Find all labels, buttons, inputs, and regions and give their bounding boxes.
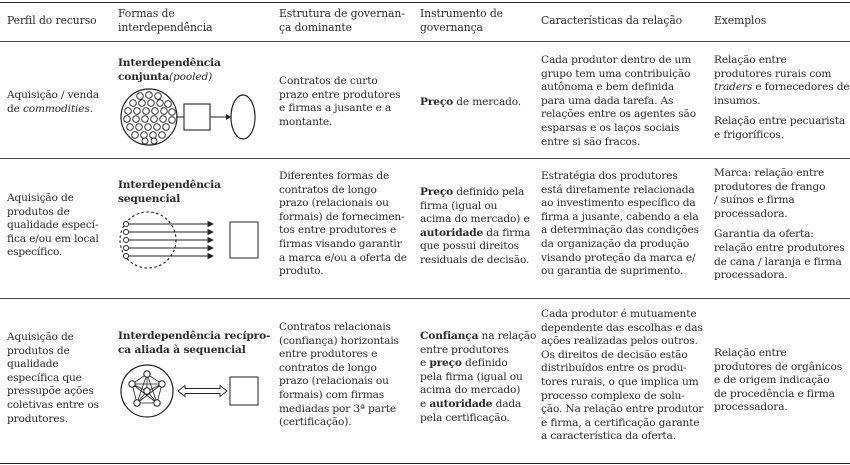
header-estrutura: Estrutura de governan- ça dominante <box>279 7 405 34</box>
row2-caracteristicas: Estratégia dos produtores está diretamente relacionada ao investimento específico da firma a jusante, cabendo a ela a determinação das condições da organização da produção visando proteção da marca e/ ou garantia de suprimento. <box>541 170 699 278</box>
header-perfil: Perfil do recurso <box>7 14 97 27</box>
header-bottom-rule <box>0 41 850 42</box>
row1-instrumento: Preço de mercado. <box>420 96 522 108</box>
sequential-diagram <box>118 210 260 270</box>
row3-instrumento: Confiança na relação entre produtores e preço definido pela firma (igual ou acima do mercado) e autoridade dada pela certificação. <box>420 330 537 424</box>
header-formas: Formas de interdependência <box>118 7 213 34</box>
header-caracteristicas: Características da relação <box>541 14 683 27</box>
row3-perfil: Aquisição de produtos de qualidade específica que pressupõe ações coletivas entre os produtores. <box>7 331 99 425</box>
pooled-diagram <box>118 86 258 148</box>
row2-exemplos: Marca: relação entre produtores de frango / suínos e firma processadora. Garantia da oferta: relação entre produtores de cana / laranja e firma processadora. <box>714 167 845 282</box>
row1-estrutura: Contratos de curto prazo entre produtores e firmas a jusante e a montante. <box>279 75 401 128</box>
row3-caracteristicas: Cada produtor é mutuamente dependente das escolhas e das ações realizadas pelos outros. Os direitos de decisão estão distribuídos entre os produ- tores rurais, o que implica um processo complexo de solu- ção. Na relação entre produtor e firma, a certificação garante a característica da oferta. <box>541 308 704 443</box>
header-instrumento: Instrumento de governança <box>420 7 503 34</box>
row-divider-2 <box>0 298 850 299</box>
row1-exemplos: Relação entre produtores rurais com traders e fornecedores de insumos. Relação entre pecuarista e frigoríficos. <box>714 54 850 141</box>
reciprocal-sequential-diagram <box>118 362 260 420</box>
row3-estrutura: Contratos relacionais (confiança) horizontais entre produtores e contratos de longo prazo (relacionais ou formais) com firmas mediadas por 3ª parte (certificação). <box>279 321 399 429</box>
row3-forma-title: Interdependência recípro- ca aliada à sequencial <box>118 330 271 356</box>
table-bottom-rule <box>0 463 850 464</box>
row2-forma-title: Interdependência sequencial <box>118 179 221 205</box>
row1-forma-title: Interdependência conjunta(pooled) <box>118 57 221 83</box>
row3-exemplos: Relação entre produtores de orgânicos e de origem indicação de procedência e firma processadora. <box>714 347 843 414</box>
table-top-rule <box>0 2 850 3</box>
row2-instrumento: Preço definido pela firma (igual ou acima do mercado) e autoridade da firma que possui direitos residuais de decisão. <box>420 186 531 266</box>
header-exemplos: Exemplos <box>714 14 767 27</box>
row1-caracteristicas: Cada produtor dentro de um grupo tem uma contribuição autônoma e bem definida para uma dada tarefa. As relações entre os agentes são esparsas e os laços sociais entre si são fracos. <box>541 54 696 148</box>
row2-estrutura: Diferentes formas de contratos de longo prazo (relacionais ou formais) de fornecimen- tos entre produtores e firmas visando garantir a marca e/ou a oferta de produto. <box>279 170 407 278</box>
row2-perfil: Aquisição de produtos de qualidade especí- fica e/ou em local específico. <box>7 192 99 259</box>
row-divider-1 <box>0 158 850 159</box>
row1-perfil: Aquisição / venda de commodities. <box>7 89 100 115</box>
